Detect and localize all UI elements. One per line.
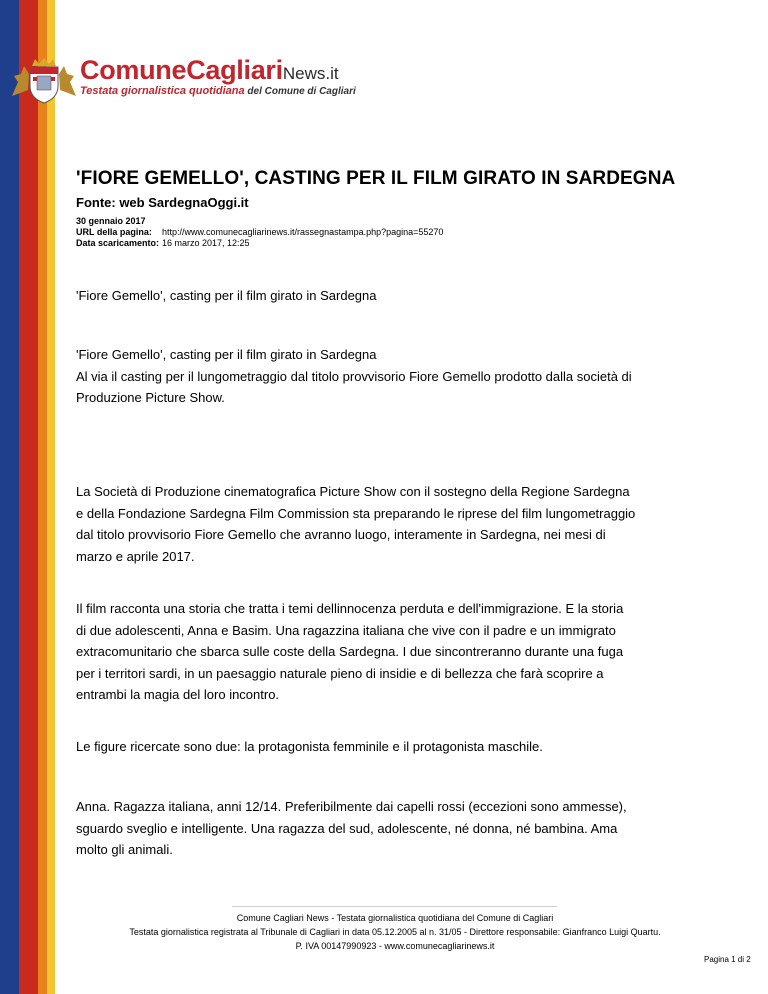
stripe-red bbox=[19, 0, 38, 994]
footer-divider bbox=[232, 906, 557, 907]
footer-line-1: Comune Cagliari News - Testata giornalistica quotidiana del Comune di Cagliari bbox=[236, 913, 554, 923]
story-line: Il film racconta una storia che tratta i temi dellinnocenza perduta e dell'immigrazione. E la storia bbox=[76, 601, 624, 616]
brand-main: ComuneCagliari bbox=[80, 55, 283, 85]
url-value[interactable]: http://www.comunecagliarinews.it/rassegnastampa.php?pagina=55270 bbox=[162, 227, 444, 237]
anna-line: molto gli animali. bbox=[76, 842, 173, 857]
page-url-row bbox=[76, 227, 444, 238]
download-value: 16 marzo 2017, 12:25 bbox=[162, 238, 250, 248]
footer-line-3: P. IVA 00147990923 - www.comunecagliarinews.it bbox=[295, 941, 495, 951]
stripe-orange bbox=[38, 0, 47, 994]
article-source: Fonte: web SardegnaOggi.it bbox=[76, 195, 249, 210]
intro-line: 'Fiore Gemello', casting per il film girato in Sardegna bbox=[76, 347, 377, 362]
intro-line: Al via il casting per il lungometraggio dal titolo provvisorio Fiore Gemello prodotto dalla società di bbox=[76, 368, 632, 384]
tagline-strong: Testata giornalistica quotidiana bbox=[80, 85, 245, 97]
date-value: 30 gennaio 2017 bbox=[76, 216, 146, 226]
production-line: marzo e aprile 2017. bbox=[76, 548, 195, 564]
download-label: Data scaricamento: bbox=[76, 238, 160, 248]
intro-line: Produzione Picture Show. bbox=[76, 390, 225, 405]
paragraph-roles: Le figure ricercate sono due: la protagonista femminile e il protagonista maschile. bbox=[76, 739, 543, 754]
stripe-blue bbox=[0, 0, 19, 994]
production-line: dal titolo provvisorio Fiore Gemello che avranno luogo, interamente in Sardegna, nei mesi di bbox=[76, 527, 606, 542]
production-line: e della Fondazione Sardegna Film Commission sta preparando le riprese del film lungometraggio bbox=[76, 505, 636, 521]
anna-line: sguardo sveglio e intelligente. Una ragazza del sud, adolescente, né donna, né bambina. Ama bbox=[76, 820, 618, 836]
production-line: La Società di Produzione cinematografica Picture Show con il sostegno della Regione Sardegna bbox=[76, 484, 630, 499]
paragraph-production bbox=[76, 481, 693, 567]
story-line: extracomunitario che sbarca sulle coste della Sardegna. I due sincontreranno durante una fuga bbox=[76, 644, 624, 659]
site-logo bbox=[10, 55, 356, 106]
download-date-row bbox=[76, 238, 250, 249]
side-stripes bbox=[0, 0, 58, 994]
story-line: per i territori sardi, in un paesaggio naturale pieno di insidie e di bellezza che farà scoprire a bbox=[76, 665, 604, 681]
paragraph-intro bbox=[76, 344, 693, 409]
tagline-rest: del Comune di Cagliari bbox=[244, 86, 356, 97]
footer-line-2: Testata giornalistica registrata al Tribunale di Cagliari in data 05.12.2005 al n. 31/05 - Direttore responsabile: Gianfranco Luigi Quartu. bbox=[129, 927, 661, 937]
anna-line: Anna. Ragazza italiana, anni 12/14. Preferibilmente dai capelli rossi (eccezioni sono ammesse), bbox=[76, 799, 627, 814]
stripe-yellow bbox=[47, 0, 55, 994]
story-line: di due adolescenti, Anna e Basim. Una ragazzina italiana che vive con il padre e un immigrato bbox=[76, 622, 616, 638]
paragraph-heading: 'Fiore Gemello', casting per il film girato in Sardegna bbox=[76, 288, 377, 303]
brand-name bbox=[80, 57, 339, 84]
story-line: entrambi la magia del loro incontro. bbox=[76, 687, 280, 702]
coat-of-arms-icon bbox=[10, 56, 78, 104]
article-title: 'FIORE GEMELLO', CASTING PER IL FILM GIRATO IN SARDEGNA bbox=[76, 168, 676, 189]
article-date bbox=[76, 216, 146, 227]
brand-suffix: News.it bbox=[282, 64, 339, 83]
brand-tagline bbox=[80, 86, 356, 97]
paragraph-story bbox=[76, 598, 693, 706]
paragraph-anna bbox=[76, 796, 693, 861]
url-label: URL della pagina: bbox=[76, 227, 152, 237]
page-number: Pagina 1 di 2 bbox=[704, 955, 751, 964]
